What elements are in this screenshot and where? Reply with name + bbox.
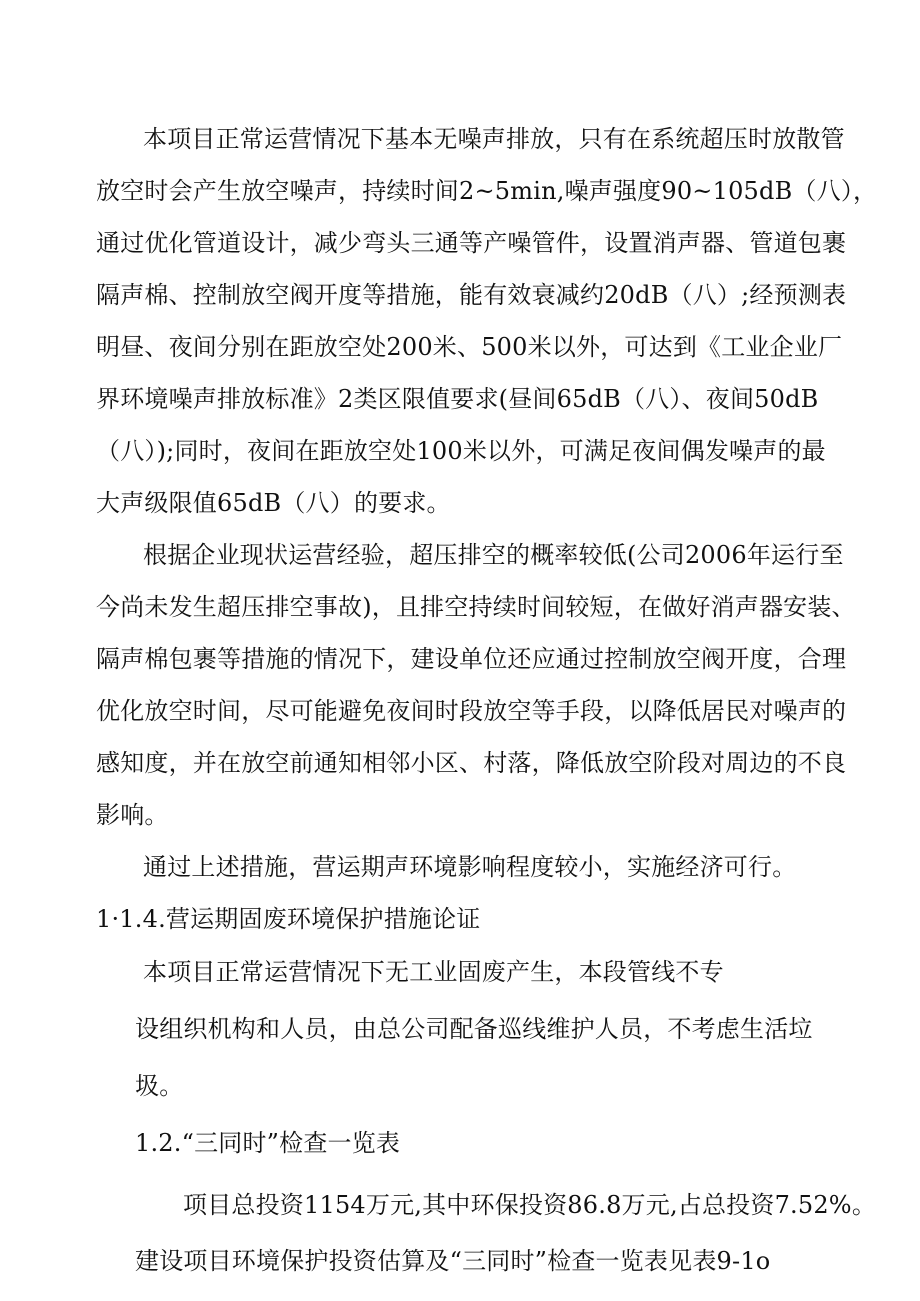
investment-paragraph-line-2: 建设项目环境保护投资估算及“三同时”检查一览表见表9-1o bbox=[135, 1247, 771, 1275]
noise-paragraph-line-5: 明昼、夜间分别在距放空处200米、500米以外，可达到《工业企业厂 bbox=[96, 333, 843, 361]
conclusion-paragraph: 通过上述措施，营运期声环境影响程度较小，实施经济可行。 bbox=[143, 853, 797, 881]
noise-paragraph-line-7: （八）);同时，夜间在距放空处100米以外，可满足夜间偶发噪声的最 bbox=[96, 437, 826, 465]
solid-waste-paragraph-line-1: 本项目正常运营情况下无工业固废产生，本段管线不专 bbox=[143, 958, 724, 986]
operation-paragraph-line-1: 根据企业现状运营经验，超压排空的概率较低(公司2006年运行至 bbox=[143, 541, 844, 569]
solid-waste-paragraph-line-2: 设组织机构和人员，由总公司配备巡线维护人员，不考虑生活垃 bbox=[135, 1015, 813, 1043]
noise-paragraph-line-8: 大声级限值65dB（八）的要求。 bbox=[96, 489, 451, 517]
heading-solid-waste: 1·1.4.营运期固废环境保护措施论证 bbox=[96, 905, 481, 933]
heading-three-simultaneous: 1.2.“三同时”检查一览表 bbox=[135, 1129, 401, 1157]
operation-paragraph-line-5: 感知度，并在放空前通知相邻小区、村落，降低放空阶段对周边的不良 bbox=[96, 749, 847, 777]
noise-paragraph-line-4: 隔声棉、控制放空阀开度等措施，能有效衰减约20dB（八）;经预测表 bbox=[96, 281, 847, 309]
operation-paragraph-line-6: 影响。 bbox=[96, 801, 169, 829]
operation-paragraph-line-2: 今尚未发生超压排空事故)，且排空持续时间较短，在做好消声器安装、 bbox=[96, 593, 856, 621]
solid-waste-paragraph-line-3: 圾。 bbox=[135, 1072, 184, 1100]
noise-paragraph-line-2: 放空时会产生放空噪声，持续时间2~5min,噪声强度90~105dB（八）， bbox=[96, 177, 878, 205]
operation-paragraph-line-4: 优化放空时间，尽可能避免夜间时段放空等手段，以降低居民对噪声的 bbox=[96, 697, 847, 725]
noise-paragraph-line-1: 本项目正常运营情况下基本无噪声排放，只有在系统超压时放散管 bbox=[143, 125, 845, 153]
noise-paragraph-line-6: 界环境噪声排放标准》2类区限值要求(昼间65dB（八）、夜间50dB bbox=[96, 385, 819, 413]
operation-paragraph-line-3: 隔声棉包裹等措施的情况下，建设单位还应通过控制放空阀开度，合理 bbox=[96, 645, 847, 673]
investment-paragraph-line-1: 项目总投资1154万元,其中环保投资86.8万元,占总投资7.52%。 bbox=[183, 1191, 877, 1219]
noise-paragraph-line-3: 通过优化管道设计，减少弯头三通等产噪管件，设置消声器、管道包裹 bbox=[96, 229, 847, 257]
